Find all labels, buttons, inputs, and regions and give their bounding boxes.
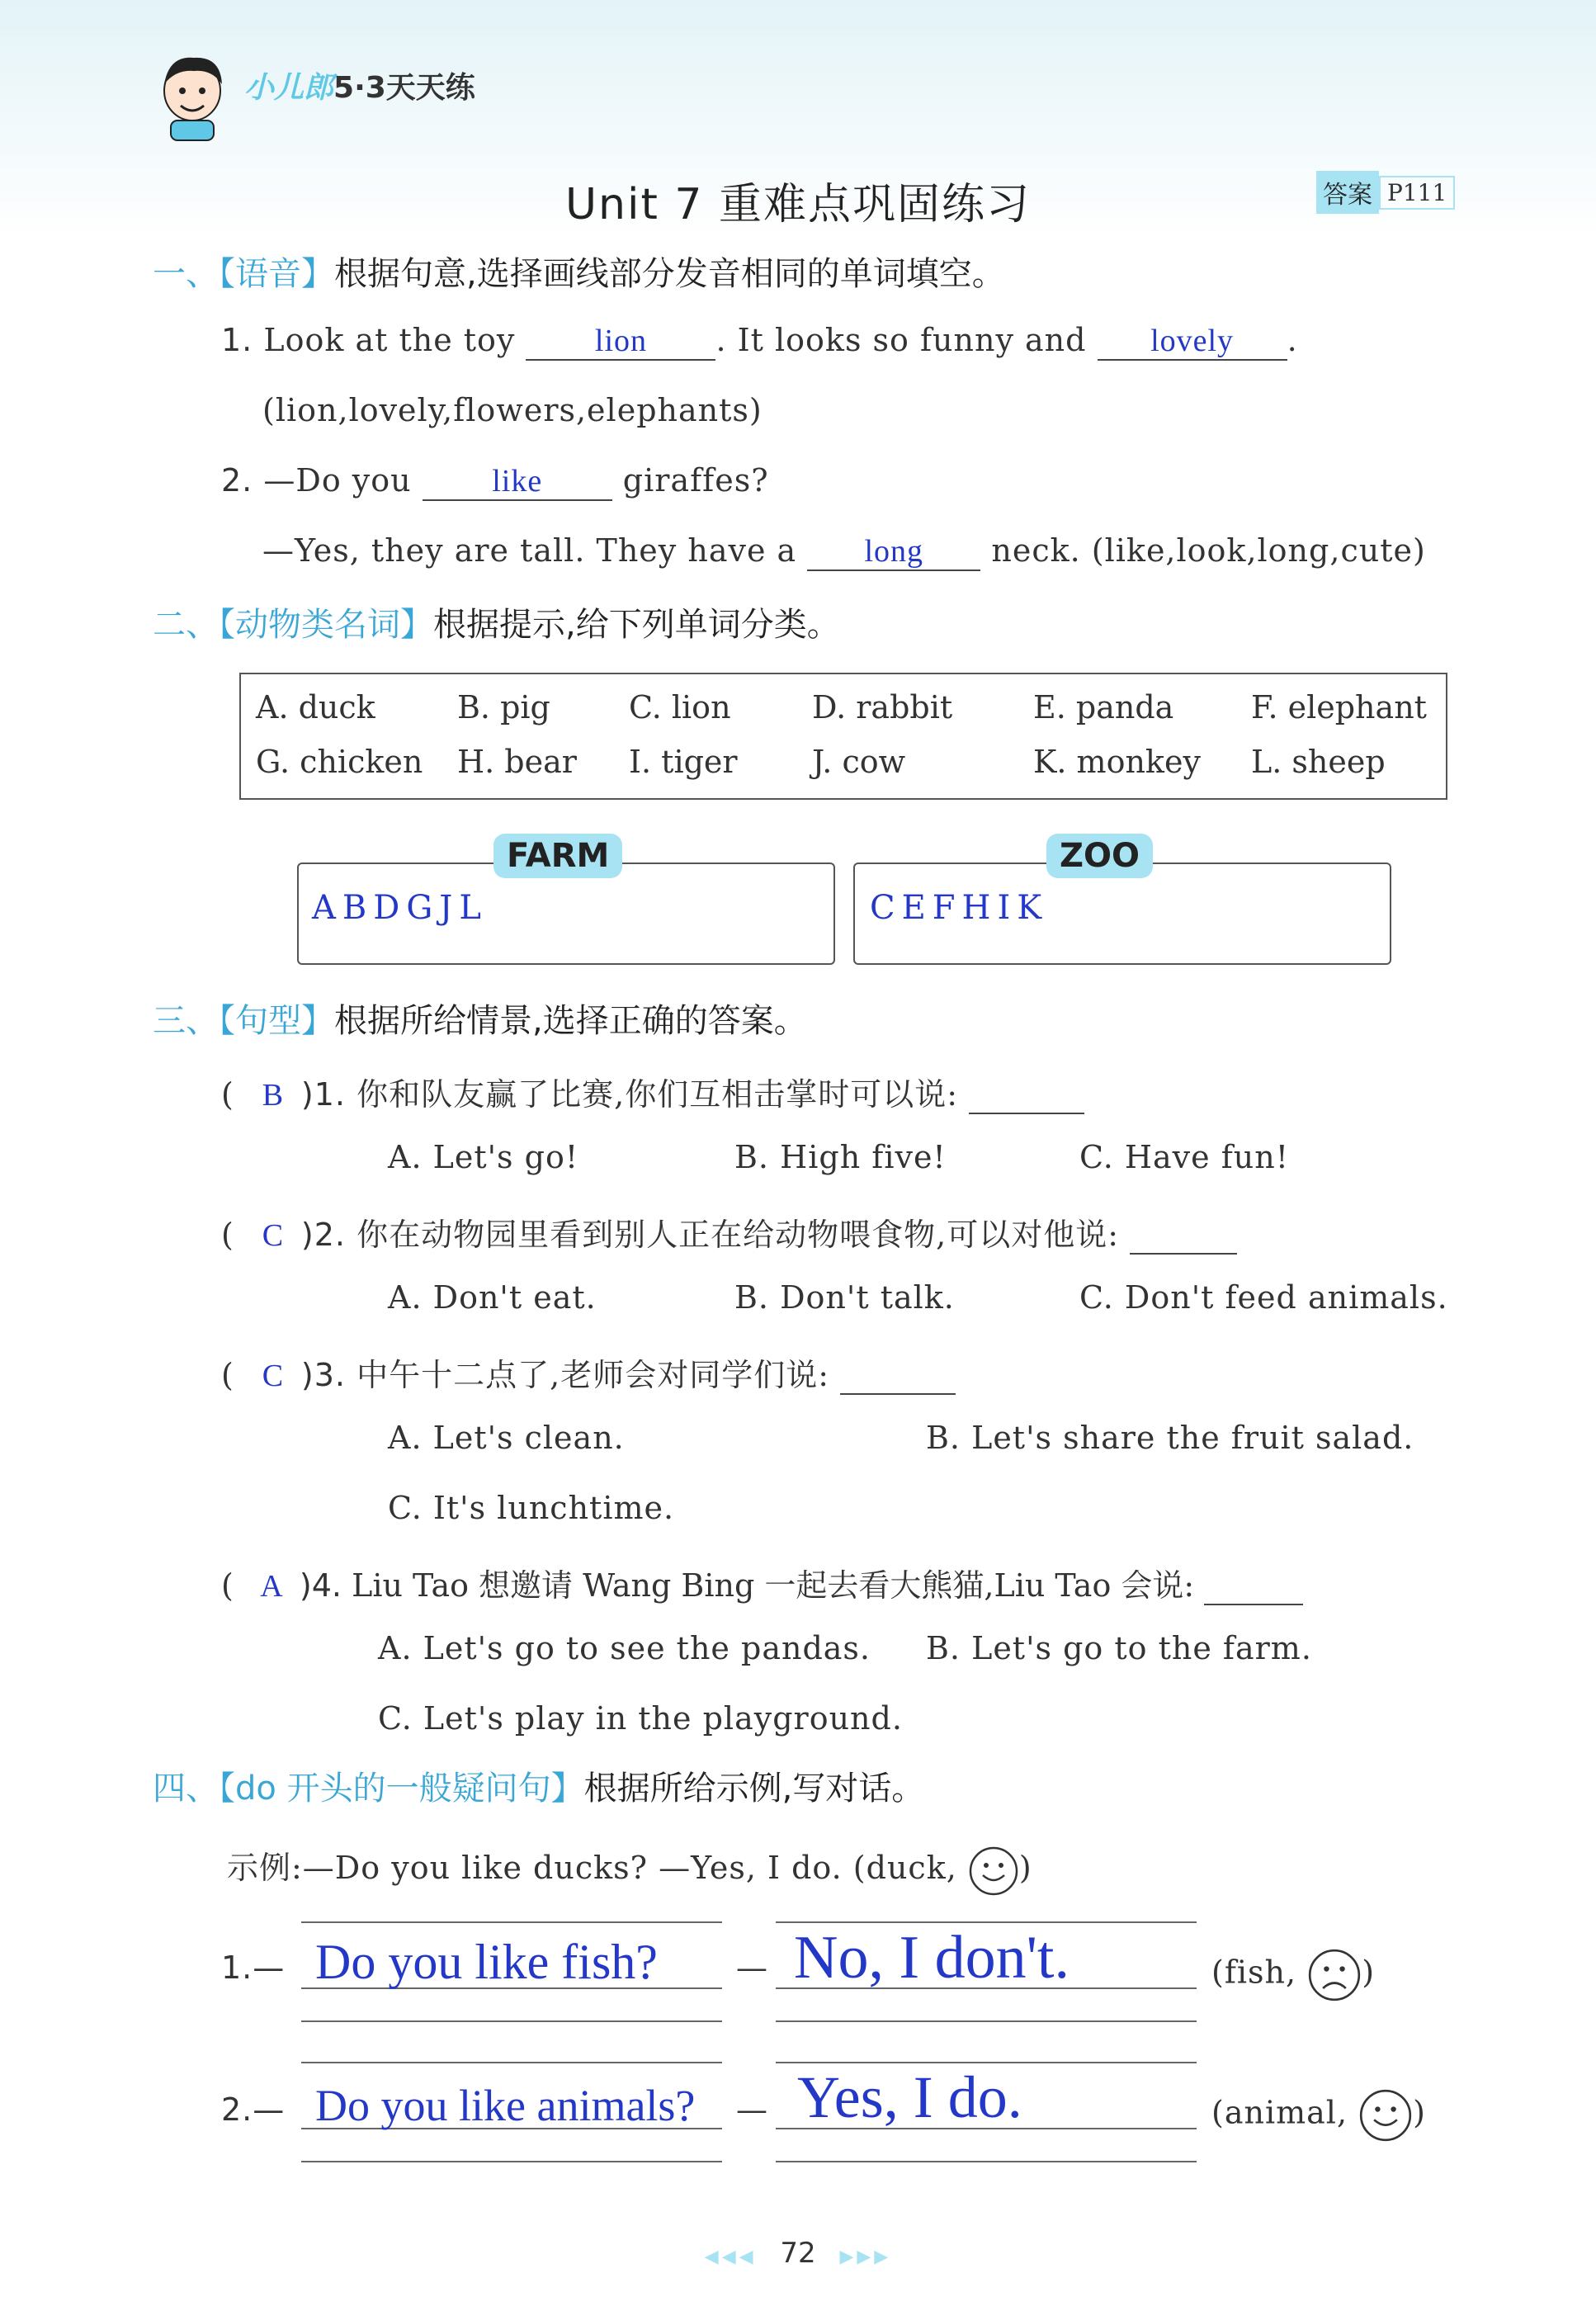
word-bank-item: E. panda — [1033, 689, 1174, 725]
dialog-2-question[interactable]: Do you like animals? — [315, 2081, 696, 2130]
choice-question-4: ( A )4. Liu Tao 想邀请 Wang Bing 一起去看大熊猫,Liu Tao 会说: — [221, 1560, 1303, 1605]
q2-text-b: giraffes? — [622, 462, 769, 499]
choice-answer-2[interactable]: C — [262, 1218, 285, 1253]
example-text: 示例:—Do you like ducks? —Yes, I do. (duck, — [227, 1850, 957, 1886]
dialog-1-question[interactable]: Do you like fish? — [315, 1935, 658, 1989]
q2-answer-1: like — [492, 464, 543, 499]
section4-instruction: 根据所给示例,写对话。 — [583, 1770, 925, 1808]
dialog-number: 1. — [221, 1949, 253, 1986]
q1-text-a: Look at the toy — [263, 322, 516, 358]
choice-number-3: )3. — [300, 1357, 347, 1393]
choice-option: B. High five! — [734, 1139, 947, 1175]
choice-option: C. It's lunchtime. — [388, 1490, 675, 1526]
choice-blank-1 — [969, 1076, 1084, 1114]
choice-answer-3[interactable]: C — [262, 1359, 285, 1393]
word-bank-item: G. chicken — [256, 744, 423, 780]
section4-heading — [153, 1762, 924, 1809]
choice-option: B. Let's go to the farm. — [926, 1630, 1312, 1666]
page-title: Unit 7 重难点巩固练习 — [565, 180, 1031, 229]
q2-answer-2: long — [864, 534, 924, 569]
dialog-item-2-number: 2.— — [221, 2091, 286, 2128]
writing-guide-line — [776, 2161, 1197, 2162]
writing-guide-line — [301, 2020, 722, 2022]
writing-guide-line — [301, 2161, 722, 2162]
farm-label: FARM — [493, 834, 622, 878]
word-bank-item: B. pig — [457, 689, 550, 725]
choice-number-4: )4. — [299, 1567, 342, 1604]
section2-number: 二、 — [153, 606, 219, 644]
dialog-dash: — — [736, 1949, 768, 1986]
page-number-footer — [0, 2237, 1596, 2270]
section1-q2-line2 — [262, 532, 1426, 571]
choice-text-1: 你和队友赢了比赛,你们互相击掌时可以说: — [357, 1076, 958, 1113]
choice-option: A. Let's go to see the pandas. — [378, 1630, 871, 1666]
q1-blank-2[interactable] — [1098, 322, 1287, 361]
choice-number-1: )1. — [300, 1076, 347, 1113]
dialog-1-hint — [1211, 1948, 1375, 2002]
choice-text-4: Liu Tao 想邀请 Wang Bing 一起去看大熊猫,Liu Tao 会说: — [352, 1567, 1195, 1604]
choice-text-2: 你在动物园里看到别人正在给动物喂食物,可以对他说: — [357, 1217, 1119, 1253]
word-bank-item: D. rabbit — [812, 689, 953, 725]
q1-text-c: . — [1287, 322, 1298, 358]
section3-instruction: 根据所给情景,选择正确的答案。 — [334, 1002, 807, 1040]
q1-number: 1. — [221, 322, 253, 358]
choice-blank-4 — [1204, 1567, 1303, 1605]
q1-answer-2: lovely — [1150, 324, 1235, 358]
choice-option: A. Let's go! — [388, 1139, 579, 1175]
hint-text: (fish, — [1211, 1954, 1297, 1991]
answer-page: P111 — [1379, 176, 1455, 210]
word-bank-item: L. sheep — [1251, 744, 1386, 780]
word-bank-table — [239, 673, 1447, 800]
word-bank-item: K. monkey — [1033, 744, 1201, 780]
example-close: ) — [1018, 1850, 1032, 1886]
choice-blank-2 — [1130, 1217, 1237, 1255]
choice-number-2: )2. — [300, 1217, 347, 1253]
dialog-dash: — — [736, 2091, 768, 2128]
word-bank-item: C. lion — [629, 689, 731, 725]
answer-label: 答案 — [1316, 171, 1379, 214]
mascot-boy-icon — [153, 51, 231, 142]
choice-option: B. Let's share the fruit salad. — [926, 1420, 1414, 1456]
zoo-label: ZOO — [1046, 834, 1153, 878]
section4-number: 四、 — [153, 1770, 219, 1808]
farm-answer: ABDGJL — [312, 889, 488, 927]
q1-text-b: . It looks so funny and — [715, 322, 1087, 358]
q2-text-d: neck. (like,look,long,cute) — [991, 532, 1426, 569]
section2-tag: 【动物类名词】 — [219, 606, 433, 644]
smiley-face-icon — [1358, 2088, 1413, 2143]
page-number: 72 — [780, 2237, 816, 2270]
writing-guide-line — [301, 1921, 722, 1923]
smiley-face-icon — [968, 1845, 1019, 1897]
section3-heading — [153, 995, 807, 1042]
section1-tag: 【语音】 — [219, 255, 334, 293]
choice-blank-3 — [840, 1357, 956, 1395]
section1-q1 — [221, 322, 1298, 361]
choice-option: C. Have fun! — [1079, 1139, 1289, 1175]
choice-answer-4[interactable]: A — [260, 1569, 283, 1604]
word-bank-item: J. cow — [812, 744, 906, 780]
dialog-number: 2. — [221, 2091, 253, 2128]
choice-question-3: ( C )3. 中午十二点了,老师会对同学们说: — [221, 1349, 956, 1395]
choice-option: C. Don't feed animals. — [1079, 1279, 1448, 1316]
dialog-2-answer[interactable]: Yes, I do. — [797, 2064, 1022, 2130]
section1-q2 — [221, 462, 769, 501]
word-bank-item: I. tiger — [629, 744, 738, 780]
word-bank-item: F. elephant — [1251, 689, 1427, 725]
choice-option: C. Let's play in the playground. — [378, 1700, 903, 1737]
section1-q1-options: (lion,lovely,flowers,elephants) — [262, 392, 763, 428]
section1-instruction: 根据句意,选择画线部分发音相同的单词填空。 — [334, 255, 1005, 293]
word-bank-item: A. duck — [256, 689, 375, 725]
section2-instruction: 根据提示,给下列单词分类。 — [433, 606, 840, 644]
q2-text-a: —Do you — [263, 462, 412, 499]
brand-series: 5·3天天练 — [333, 71, 475, 105]
writing-guide-line — [301, 2062, 722, 2063]
answer-reference — [1316, 173, 1455, 211]
q1-blank-1[interactable] — [526, 322, 715, 361]
choice-answer-1[interactable]: B — [262, 1078, 285, 1113]
sad-face-icon — [1307, 1948, 1362, 2002]
section4-tag: 【do 开头的一般疑问句】 — [219, 1770, 584, 1808]
section1-number: 一、 — [153, 255, 219, 293]
dialog-example — [227, 1842, 1032, 1897]
writing-guide-line — [776, 2020, 1197, 2022]
q2-text-c: —Yes, they are tall. They have a — [262, 532, 797, 569]
q2-blank-1[interactable] — [423, 462, 612, 501]
section3-tag: 【句型】 — [219, 1002, 334, 1040]
section1-heading — [153, 248, 1005, 295]
q2-number: 2. — [221, 462, 253, 499]
brand-name: 小儿郎 — [244, 71, 334, 105]
section2-heading — [153, 598, 840, 645]
hint-close: ) — [1413, 2094, 1426, 2131]
dialog-1-answer[interactable]: No, I don't. — [794, 1924, 1070, 1992]
choice-question-2: ( C )2. 你在动物园里看到别人正在给动物喂食物,可以对他说: — [221, 1209, 1237, 1255]
brand-logo — [244, 64, 475, 106]
dialog-2-hint — [1211, 2088, 1426, 2143]
q2-blank-2[interactable] — [807, 532, 980, 571]
q1-answer-1: lion — [594, 324, 648, 358]
choice-option: A. Let's clean. — [388, 1420, 625, 1456]
word-bank-item: H. bear — [457, 744, 577, 780]
choice-option: B. Don't talk. — [734, 1279, 955, 1316]
choice-option: A. Don't eat. — [388, 1279, 597, 1316]
zoo-answer: CEFHIK — [870, 889, 1049, 927]
choice-question-1: ( B )1. 你和队友赢了比赛,你们互相击掌时可以说: — [221, 1069, 1084, 1114]
left-arrows-icon: ◀◀◀ — [704, 2247, 757, 2267]
right-arrows-icon: ▶▶▶ — [839, 2247, 892, 2267]
section3-number: 三、 — [153, 1002, 219, 1040]
hint-text: (animal, — [1211, 2094, 1348, 2131]
choice-text-3: 中午十二点了,老师会对同学们说: — [357, 1357, 829, 1393]
dialog-item-1-number: 1.— — [221, 1949, 286, 1986]
hint-close: ) — [1362, 1954, 1376, 1991]
